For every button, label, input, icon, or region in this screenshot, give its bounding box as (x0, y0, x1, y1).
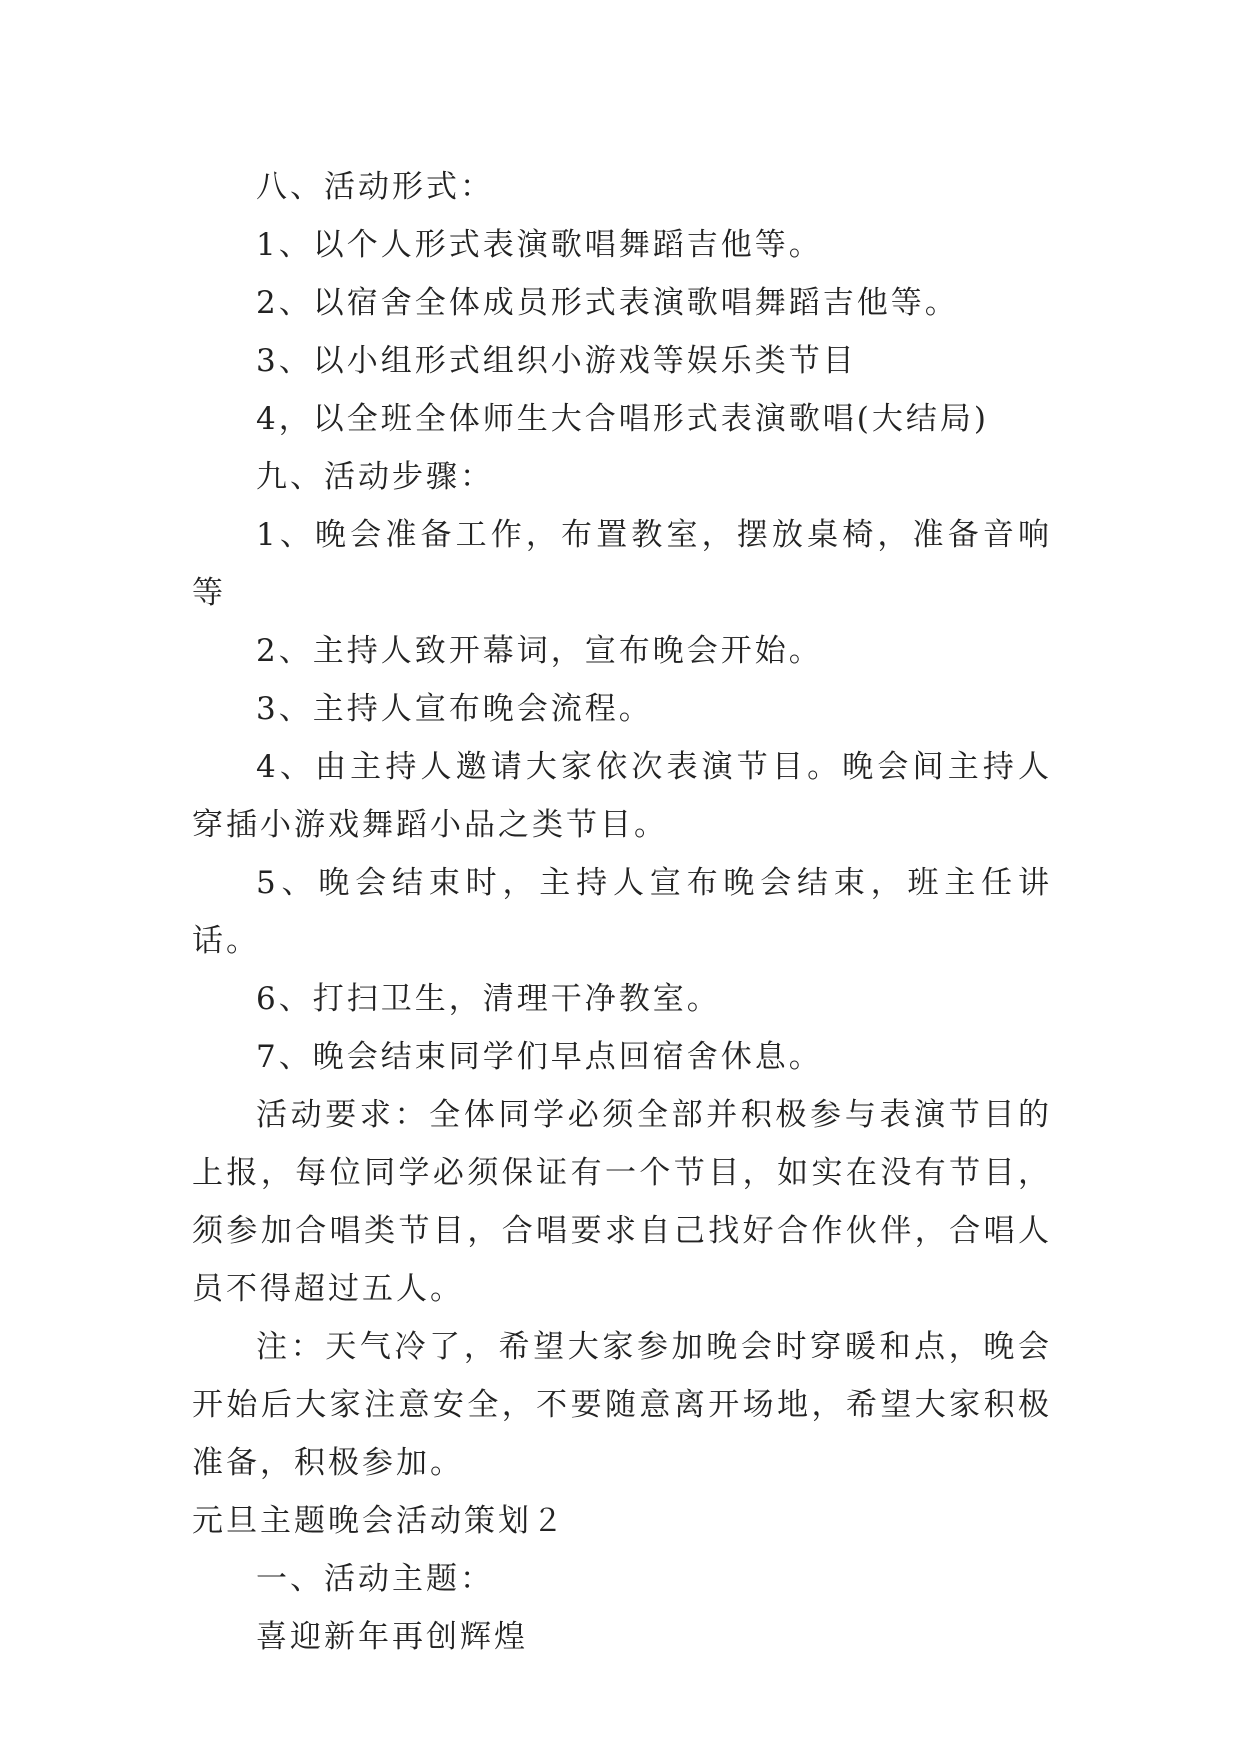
list-item: 1、晚会准备工作，布置教室，摆放桌椅，准备音响等 (192, 517, 1052, 611)
heading-activity-theme: 一、活动主题： (256, 1561, 494, 1597)
list-item: 4，以全班全体师生大合唱形式表演歌唱(大结局) (256, 401, 989, 437)
section-title: 元旦主题晚会活动策划２ (192, 1503, 566, 1539)
list-item: 3、以小组形式组织小游戏等娱乐类节目 (256, 343, 857, 379)
note-paragraph: 注：天气冷了，希望大家参加晚会时穿暖和点，晚会开始后大家注意安全，不要随意离开场地，希望大家积极准备，积极参加。 (192, 1329, 1052, 1481)
activity-requirements-paragraph: 活动要求：全体同学必须全部并积极参与表演节目的上报，每位同学必须保证有一个节目，如实在没有节目，须参加合唱类节目，合唱要求自己找好合作伙伴，合唱人员不得超过五人。 (192, 1097, 1052, 1307)
theme-text: 喜迎新年再创辉煌 (256, 1619, 528, 1655)
document-body (192, 158, 1052, 1666)
list-item: 2、以宿舍全体成员形式表演歌唱舞蹈吉他等。 (256, 285, 959, 321)
list-item: 3、主持人宣布晚会流程。 (256, 691, 653, 727)
list-item: 7、晚会结束同学们早点回宿舍休息。 (256, 1039, 823, 1075)
list-item: 6、打扫卫生，清理干净教室。 (256, 981, 721, 1017)
list-item: 2、主持人致开幕词，宣布晚会开始。 (256, 633, 823, 669)
heading-activity-steps: 九、活动步骤： (256, 459, 494, 495)
list-item: 5、晚会结束时，主持人宣布晚会结束，班主任讲话。 (192, 865, 1052, 959)
list-item: 4、由主持人邀请大家依次表演节目。晚会间主持人穿插小游戏舞蹈小品之类节目。 (192, 749, 1052, 843)
list-item: 1、以个人形式表演歌唱舞蹈吉他等。 (256, 227, 823, 263)
heading-activity-format: 八、活动形式： (256, 169, 494, 205)
